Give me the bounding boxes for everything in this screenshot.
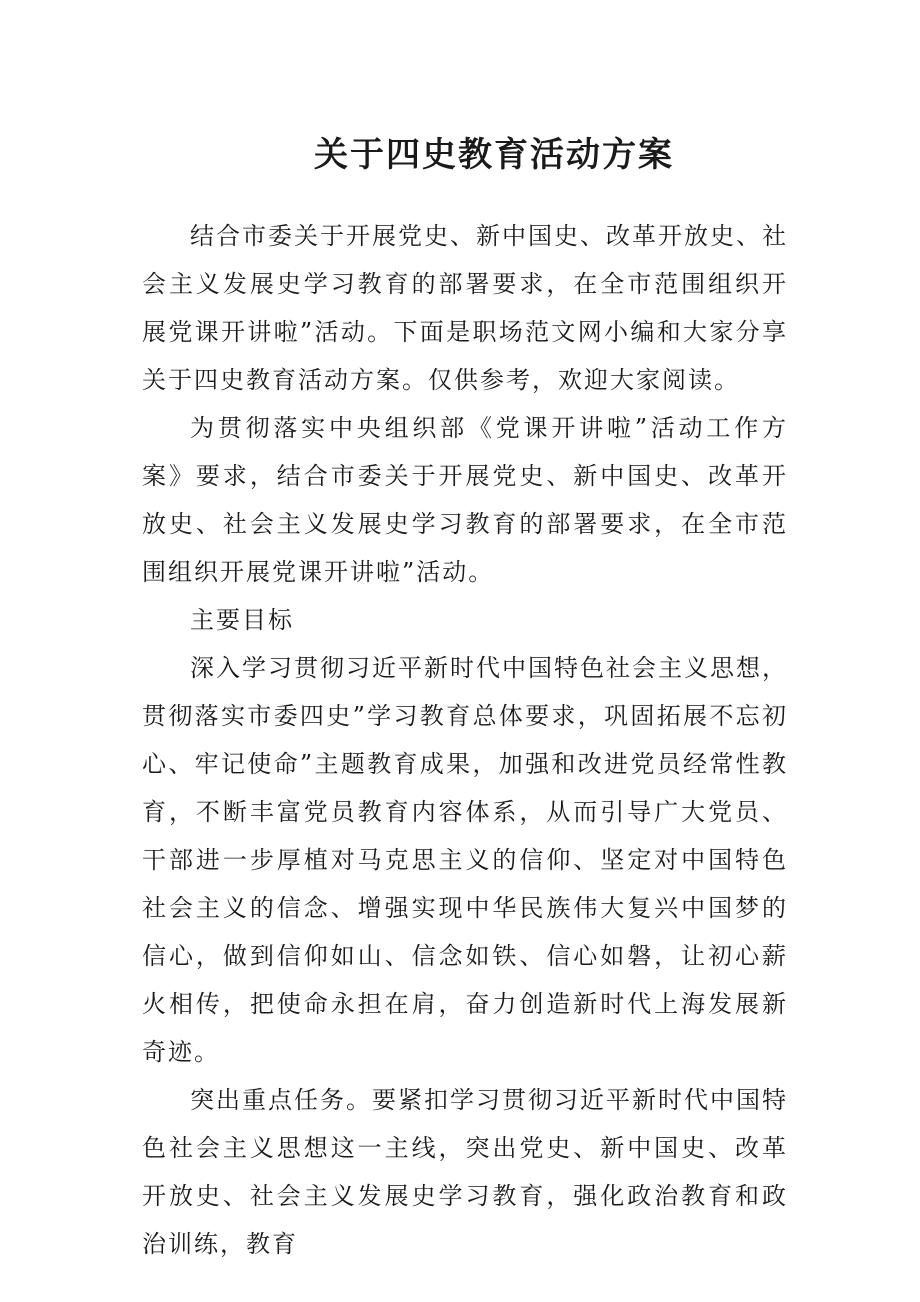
paragraph-key-tasks: 突出重点任务。要紧扣学习贯彻习近平新时代中国特色社会主义思想这一主线，突出党史、新中国史、改革开放史、社会主义发展史学习教育，强化政治教育和政治训练，教育 bbox=[142, 1086, 788, 1258]
section-heading-main-goals: 主要目标 bbox=[190, 606, 294, 634]
document-title: 关于四史教育活动方案 bbox=[314, 134, 674, 175]
paragraph-purpose: 为贯彻落实中央组织部《党课开讲啦”活动工作方案》要求，结合市委关于开展党史、新中国史、改革开放史、社会主义发展史学习教育的部署要求，在全市范围组织开展党课开讲啦”活动。 bbox=[142, 414, 788, 586]
paragraph-goals: 深入学习贯彻习近平新时代中国特色社会主义思想，贯彻落实市委四史”学习教育总体要求，巩固拓展不忘初心、牢记使命”主题教育成果，加强和改进党员经常性教育，不断丰富党员教育内容体系，从而引导广大党员、干部进一步厚植对马克思主义的信仰、坚定对中国特色社会主义的信念、增强实现中华民族伟大复兴中国梦的信心，做到信仰如山、信念如铁、信心如磐，让初心薪火相传，把使命永担在肩，奋力创造新时代上海发展新奇迹。 bbox=[142, 654, 788, 1066]
paragraph-intro: 结合市委关于开展党史、新中国史、改革开放史、社会主义发展史学习教育的部署要求，在全市范围组织开展党课开讲啦”活动。下面是职场范文网小编和大家分享关于四史教育活动方案。仅供参考，欢迎大家阅读。 bbox=[142, 222, 788, 394]
document-body bbox=[142, 212, 788, 1268]
